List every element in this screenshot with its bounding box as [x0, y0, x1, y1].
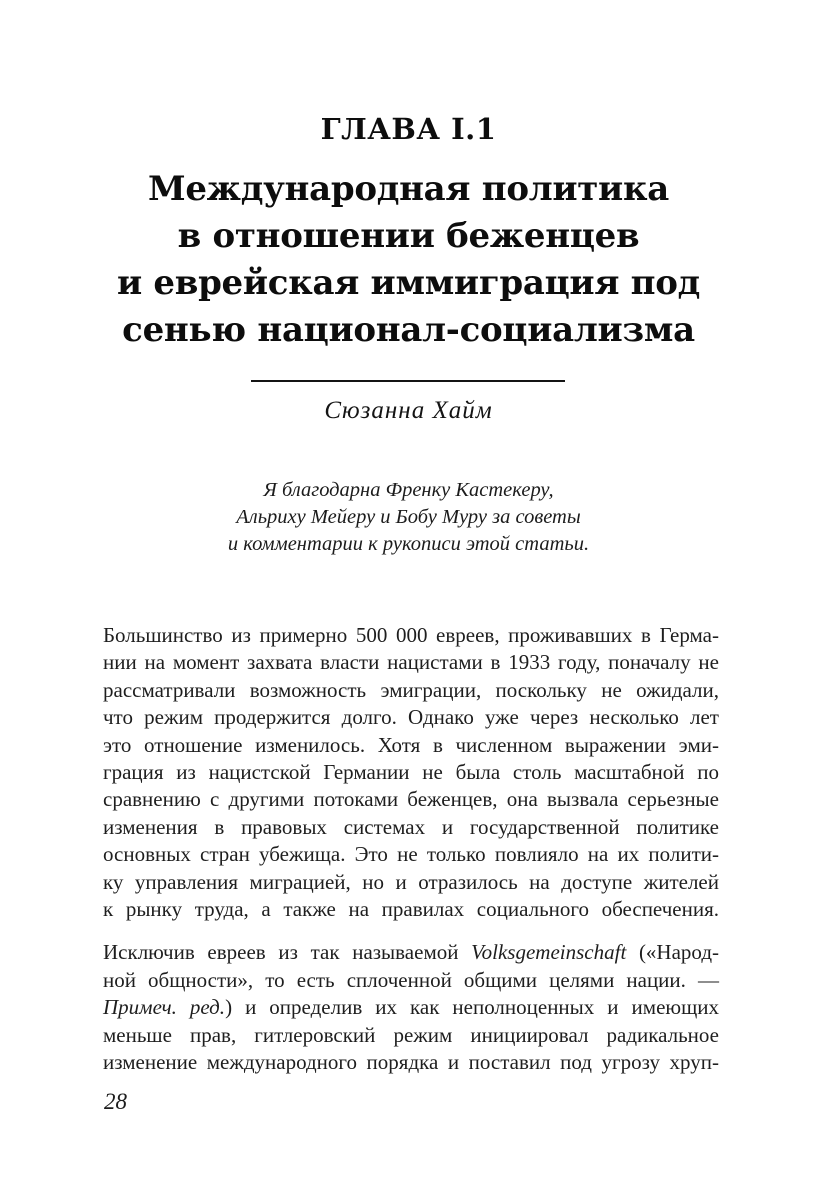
chapter-title — [60, 166, 757, 354]
body-text — [103, 622, 719, 1077]
body-line: основных стран убежища. Это не только повлияло на их полити- — [103, 842, 719, 867]
page-number: 28 — [104, 1089, 127, 1114]
body-line: изменение международного порядка и поставил под угрозу хруп- — [103, 1050, 719, 1075]
body-line: к рынку труда, а также на правилах социального обеспечения. — [103, 897, 719, 922]
chapter-kicker: ГЛАВА I.1 — [320, 112, 497, 146]
author-name: Сюзанна Хайм — [324, 397, 493, 424]
body-line: Примеч. ред.) и определив их как неполноценных и имеющих — [103, 995, 719, 1020]
chapter-title-line: Международная политика — [148, 169, 669, 209]
body-line: сравнению с другими потоками беженцев, она вызвала серьезные — [103, 787, 719, 812]
paragraph — [103, 622, 719, 923]
body-line: ной общности», то есть сплоченной общими целями нации. — — [103, 967, 719, 992]
body-line: рассматривали возможность эмиграции, поскольку не ожидали, — [103, 677, 719, 702]
body-line: Исключив евреев из так называемой Volksgemeinschaft («Народ- — [103, 940, 719, 965]
chapter-title-line: сенью национал-социализма — [122, 310, 695, 350]
dedication-line: и комментарии к рукописи этой статьи. — [227, 533, 590, 555]
chapter-title-line: и еврейская иммиграция под — [116, 263, 701, 303]
body-line: Большинство из примерно 500 000 евреев, проживавших в Герма- — [103, 623, 719, 647]
paragraph — [103, 939, 719, 1076]
dedication — [100, 477, 717, 558]
body-line: ку управления миграцией, но и отразилось на доступе жителей — [103, 869, 719, 894]
body-line: это отношение изменилось. Хотя в численном выражении эми- — [103, 732, 719, 757]
body-line: грация из нацистской Германии не была столь масштабной по — [103, 760, 719, 785]
dedication-line: Я благодарна Френку Кастекеру, — [263, 479, 554, 501]
title-divider-rule — [251, 380, 565, 382]
body-line: меньше прав, гитлеровский режим инициировал радикальное — [103, 1022, 719, 1047]
body-line: изменения в правовых системах и государственной политике — [103, 814, 719, 839]
chapter-title-line: в отношении беженцев — [177, 216, 640, 256]
body-line: нии на момент захвата власти нацистами в 1933 году, поначалу не — [103, 650, 719, 675]
body-line: что режим продержится долго. Однако уже через несколько лет — [103, 705, 719, 730]
dedication-line: Альриху Мейеру и Бобу Муру за советы — [236, 506, 581, 528]
